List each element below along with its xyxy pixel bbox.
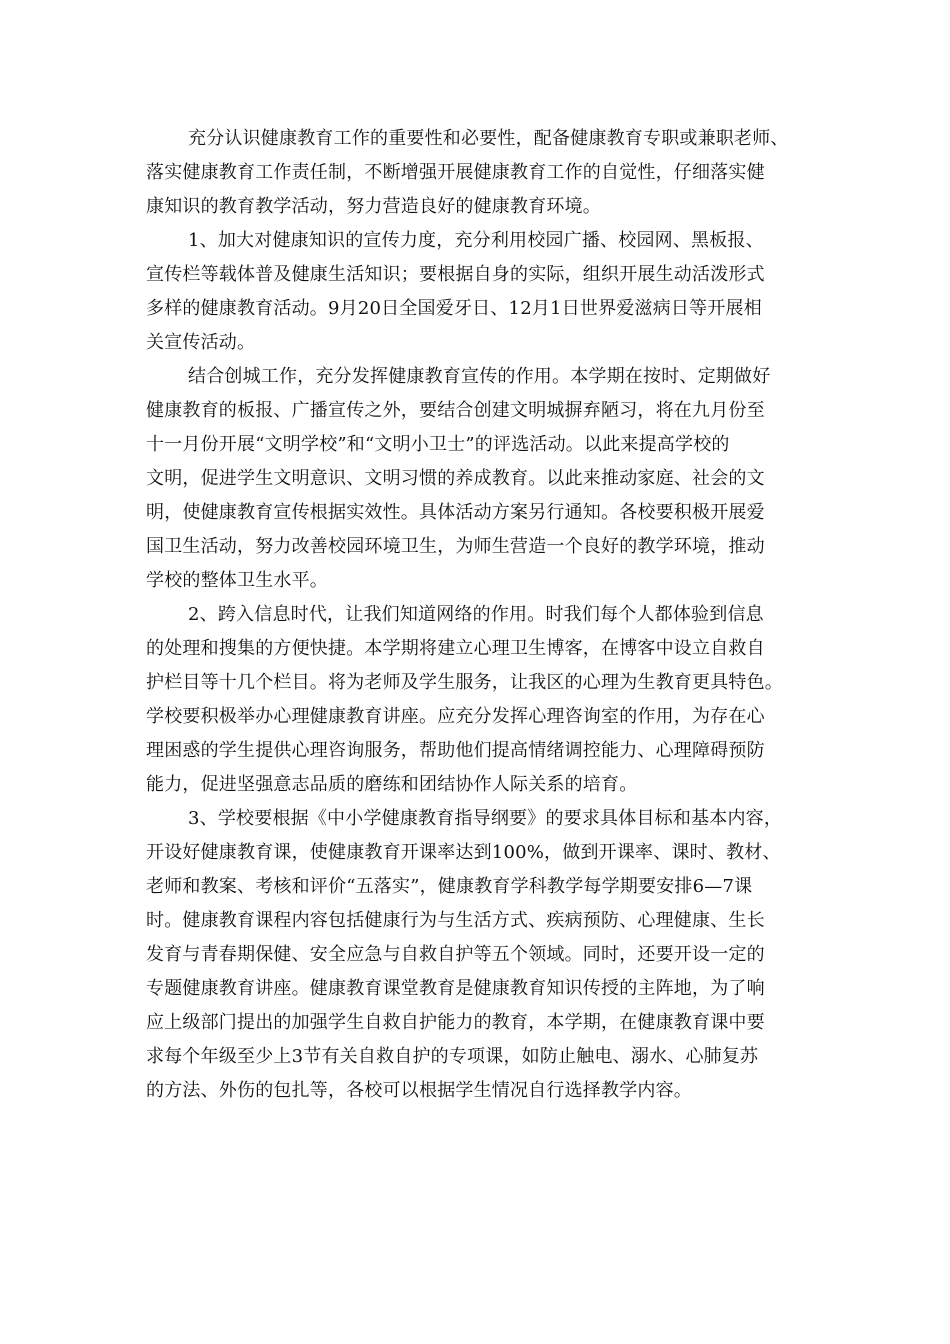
text-line: 十一月份开展“文明学校”和“文明小卫士”的评选活动。以此来提高学校的 (146, 434, 730, 455)
text-line: 学校的整体卫生水平。 (146, 570, 328, 591)
text-line: 充分认识健康教育工作的重要性和必要性，配备健康教育专职或兼职老师、 (188, 128, 789, 149)
text-line: 应上级部门提出的加强学生自救自护能力的教育，本学期，在健康教育课中要 (146, 1012, 765, 1033)
text-line: 学校要积极举办心理健康教育讲座。应充分发挥心理咨询室的作用，为存在心 (146, 706, 765, 727)
text-line: 的方法、外伤的包扎等，各校可以根据学生情况自行选择教学内容。 (146, 1080, 692, 1101)
text-line: 能力，促进坚强意志品质的磨练和团结协作人际关系的培育。 (146, 774, 638, 795)
text-line: 时。健康教育课程内容包括健康行为与生活方式、疾病预防、心理健康、生长 (146, 910, 765, 931)
text-line: 康知识的教育教学活动，努力营造良好的健康教育环境。 (146, 196, 601, 217)
text-line: 多样的健康教育活动。9月20日全国爱牙日、12月1日世界爱滋病日等开展相 (146, 298, 762, 319)
text-line: 开设好健康教育课，使健康教育开课率达到100%，做到开课率、课时、教材、 (146, 842, 781, 863)
text-line: 落实健康教育工作责任制，不断增强开展健康教育工作的自觉性，仔细落实健 (146, 162, 765, 183)
text-line: 1、加大对健康知识的宣传力度，充分利用校园广播、校园网、黑板报、 (188, 230, 764, 251)
text-line: 老师和教案、考核和评价“五落实”，健康教育学科教学每学期要安排6—7课 (146, 876, 753, 897)
document-body (146, 122, 806, 1108)
text-line: 2、跨入信息时代，让我们知道网络的作用。时我们每个人都体验到信息 (188, 604, 764, 625)
text-line: 专题健康教育讲座。健康教育课堂教育是健康教育知识传授的主阵地，为了响 (146, 978, 765, 999)
text-line: 护栏目等十几个栏目。将为老师及学生服务，让我区的心理为生教育更具特色。 (146, 672, 783, 693)
text-line: 文明，促进学生文明意识、文明习惯的养成教育。以此来推动家庭、社会的文 (146, 468, 765, 489)
text-line: 3、学校要根据《中小学健康教育指导纲要》的要求具体目标和基本内容， (188, 808, 783, 829)
text-line: 明，使健康教育宣传根据实效性。具体活动方案另行通知。各校要积极开展爱 (146, 502, 765, 523)
text-line: 健康教育的板报、广播宣传之外，要结合创建文明城摒弃陋习，将在九月份至 (146, 400, 765, 421)
text-line: 国卫生活动，努力改善校园环境卫生，为师生营造一个良好的教学环境，推动 (146, 536, 765, 557)
text-line: 理困惑的学生提供心理咨询服务，帮助他们提高情绪调控能力、心理障碍预防 (146, 740, 765, 761)
text-line: 求每个年级至少上3节有关自救自护的专项课，如防止触电、溺水、心肺复苏 (146, 1046, 759, 1067)
text-line: 结合创城工作，充分发挥健康教育宣传的作用。本学期在按时、定期做好 (188, 366, 771, 387)
text-line: 关宣传活动。 (146, 332, 256, 353)
text-line: 发育与青春期保健、安全应急与自救自护等五个领域。同时，还要开设一定的 (146, 944, 765, 965)
text-line: 的处理和搜集的方便快捷。本学期将建立心理卫生博客，在博客中设立自救自 (146, 638, 765, 659)
text-line: 宣传栏等载体普及健康生活知识；要根据自身的实际，组织开展生动活泼形式 (146, 264, 765, 285)
